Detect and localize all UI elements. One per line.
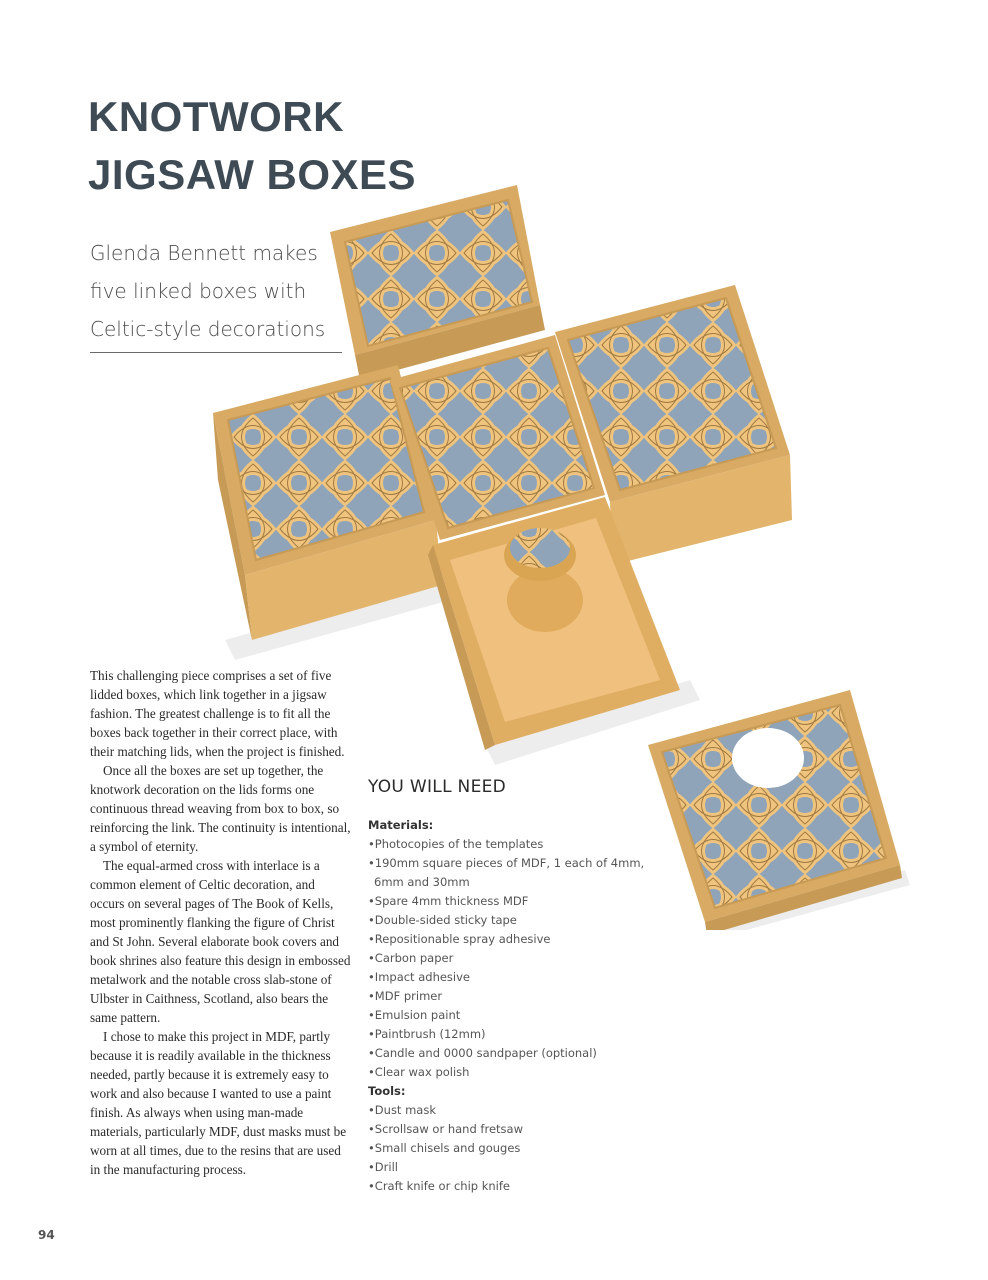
body-paragraph-2: Once all the boxes are set up together, the knotwork decoration on the lids forms one continuous thread weaving from box to box, so reinforcing the link. The continuity is intentional, a symbol of eternity. [90, 763, 351, 854]
tools-list [368, 1101, 648, 1196]
materials-list [368, 835, 648, 1082]
list-item: • Candle and 0000 sandpaper (optional) [368, 1044, 648, 1063]
list-item: • MDF primer [368, 987, 648, 1006]
body-paragraph-4: I chose to make this project in MDF, partly because it is readily available in the thickness needed, partly because it is extremely easy to work and also because I wanted to use a paint finish. As always when using man-made materials, particularly MDF, dust masks must be worn at all times, due to the resins that are used in the manufacturing process. [90, 1029, 347, 1177]
title-line-2: JIGSAW BOXES [88, 151, 417, 198]
body-paragraph-3: The equal-armed cross with interlace is a common element of Celtic decoration, and occurs on several pages of The Book of Kells, most prominently flanking the figure of Christ and St John. Several elaborate book covers and book shrines also feature this design in embossed metalwork and the notable cross slab-stone of Ulbster in Caithness, Scotland, also bears the same pattern. [90, 858, 351, 1025]
list-item: • Carbon paper [368, 949, 648, 968]
body-paragraph-1: This challenging piece comprises a set of five lidded boxes, which link together in a jigsaw fashion. The greatest challenge is to fit all the boxes back together in their correct place, with their matching lids, when the project is finished. [90, 668, 345, 759]
list-item: • Emulsion paint [368, 1006, 648, 1025]
list-item: • Craft knife or chip knife [368, 1177, 648, 1196]
standfirst-line-2: five linked boxes with [90, 279, 307, 303]
you-will-need-panel [368, 775, 648, 1196]
tools-heading: Tools: [368, 1084, 406, 1098]
standfirst-line-3: Celtic-style decorations [90, 317, 326, 341]
you-will-need-heading: YOU WILL NEED [368, 777, 507, 797]
title-line-1: KNOTWORK [88, 93, 344, 140]
list-item: • 190mm square pieces of MDF, 1 each of 4mm, 6mm and 30mm [368, 854, 648, 892]
list-item: • Dust mask [368, 1101, 648, 1120]
standfirst-line-1: Glenda Bennett makes [90, 241, 318, 265]
list-item: • Drill [368, 1158, 648, 1177]
list-item: • Repositionable spray adhesive [368, 930, 648, 949]
body-text [90, 666, 352, 1179]
list-item: • Impact adhesive [368, 968, 648, 987]
list-item: • Paintbrush (12mm) [368, 1025, 648, 1044]
list-item: • Photocopies of the templates [368, 835, 648, 854]
list-item: • Scrollsaw or hand fretsaw [368, 1120, 648, 1139]
list-item: • Double-sided sticky tape [368, 911, 648, 930]
materials-heading: Materials: [368, 818, 434, 832]
list-item: • Clear wax polish [368, 1063, 648, 1082]
page-number: 94 [38, 1228, 55, 1242]
list-item: • Spare 4mm thickness MDF [368, 892, 648, 911]
list-item: • Small chisels and gouges [368, 1139, 648, 1158]
